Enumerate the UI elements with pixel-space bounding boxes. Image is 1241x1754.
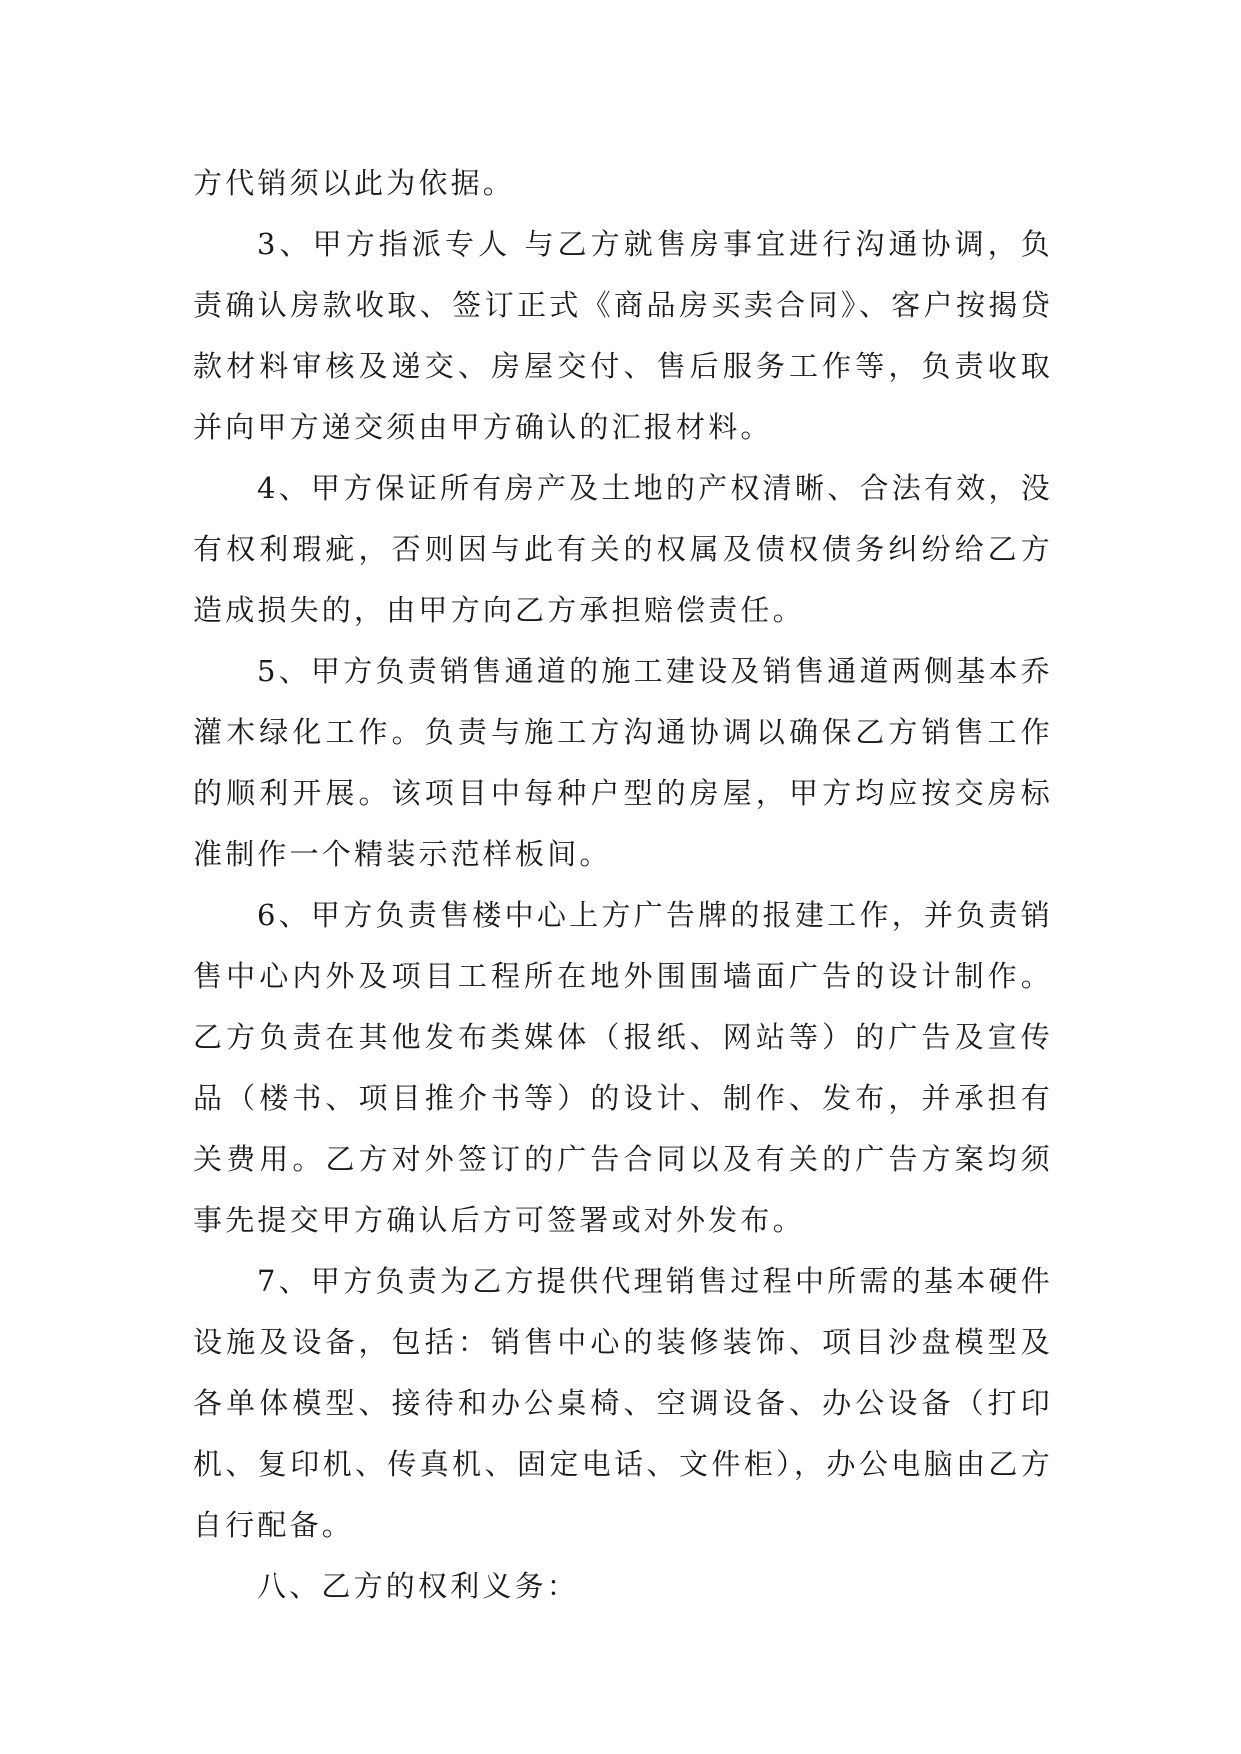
document-body [193, 153, 1053, 1617]
section-heading-8: 八、乙方的权利义务： [257, 1569, 580, 1603]
paragraph-clause-5: 5、甲方负责销售通道的施工建设及销售通道两侧基本乔灌木绿化工作。负责与施工方沟通协调以确保乙方销售工作的顺利开展。该项目中每种户型的房屋，甲方均应按交房标准制作一个精装示范样板间。 [193, 654, 1053, 871]
paragraph-clause-3: 3、甲方指派专人 与乙方就售房事宜进行沟通协调，负责确认房款收取、签订正式《商品房买卖合同》、客户按揭贷款材料审核及递交、房屋交付、售后服务工作等，负责收取并向甲方递交须由甲方确认的汇报材料。 [193, 227, 1053, 444]
paragraph-clause-4: 4、甲方保证所有房产及土地的产权清晰、合法有效，没有权利瑕疵，否则因与此有关的权属及债权债务纠纷给乙方造成损失的，由甲方向乙方承担赔偿责任。 [193, 471, 1053, 627]
paragraph-clause-7: 7、甲方负责为乙方提供代理销售过程中所需的基本硬件设施及设备，包括：销售中心的装修装饰、项目沙盘模型及各单体模型、接待和办公桌椅、空调设备、办公设备（打印机、复印机、传真机、固定电话、文件柜），办公电脑由乙方自行配备。 [193, 1264, 1053, 1542]
paragraph-continuation: 方代销须以此为依据。 [193, 166, 516, 200]
paragraph-clause-6: 6、甲方负责售楼中心上方广告牌的报建工作，并负责销售中心内外及项目工程所在地外围围墙面广告的设计制作。乙方负责在其他发布类媒体（报纸、网站等）的广告及宣传品（楼书、项目推介书等）的设计、制作、发布，并承担有关费用。乙方对外签订的广告合同以及有关的广告方案均须事先提交甲方确认后方可签署或对外发布。 [193, 898, 1053, 1237]
